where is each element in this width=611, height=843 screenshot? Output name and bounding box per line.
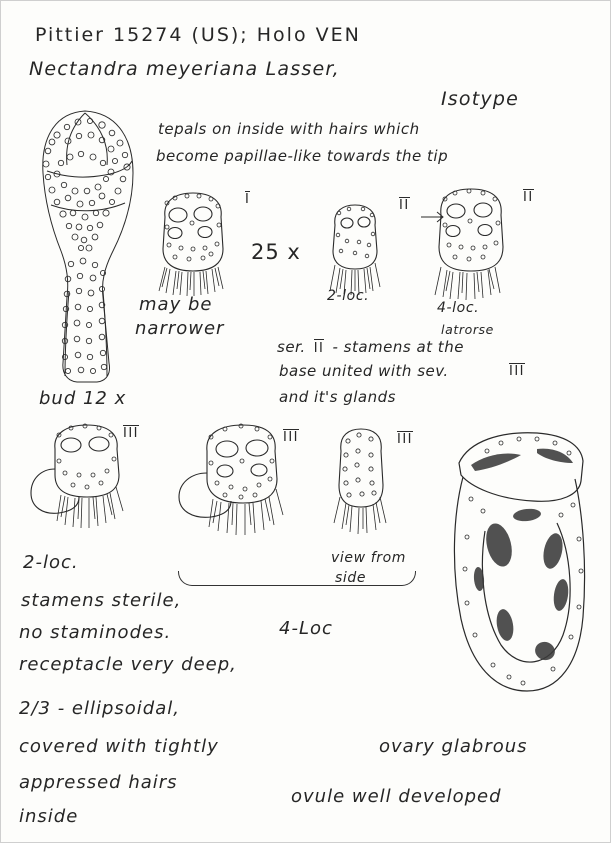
ser-III-inline-label: III — [509, 364, 526, 379]
ser-II-inline-label: II — [313, 341, 325, 356]
series-label-II-a: II — [399, 198, 410, 213]
two-loc-label-lower: 2-loc. — [23, 552, 79, 573]
two-loc-label-upper: 2-loc. — [327, 288, 370, 304]
four-loc-grouping-brace — [178, 571, 416, 586]
stamen-series-III-2loc-drawing — [21, 419, 140, 539]
ovary-glabrous-note: ovary glabrous — [379, 736, 528, 757]
series-label-I: I — [245, 192, 251, 207]
stamen-series-III-side-view-drawing — [321, 425, 401, 545]
narrower-note-line-1: may be — [139, 294, 213, 315]
view-from-side-line-2: side — [335, 570, 367, 586]
ser-II-note-prefix: ser. — [277, 338, 306, 356]
ser-II-note-line-1 — [277, 337, 464, 356]
stamen-series-II-4loc-drawing — [419, 183, 523, 301]
latrorse-label: latrorse — [441, 322, 494, 337]
magnification-label: 25 x — [251, 240, 301, 264]
series-label-II-b: II — [523, 190, 534, 205]
body-note-line-6: appressed hairs — [19, 772, 178, 793]
body-note-line-7: inside — [19, 806, 79, 827]
series-label-III-a: III — [123, 426, 140, 441]
type-status-label: Isotype — [441, 88, 519, 110]
body-note-line-1: stamens sterile, — [21, 590, 182, 611]
view-from-side-line-1: view from — [331, 550, 406, 566]
narrower-note-line-2: narrower — [135, 318, 225, 339]
four-loc-label-lower: 4-Loc — [279, 618, 333, 639]
stamen-series-II-2loc-drawing — [319, 201, 391, 297]
ovary-longitudinal-section-drawing — [441, 419, 595, 719]
stamen-series-I-drawing — [145, 187, 241, 297]
four-loc-label-upper: 4-loc. — [437, 300, 480, 316]
body-note-line-3: receptacle very deep, — [19, 654, 237, 675]
ovule-developed-note: ovule well developed — [291, 786, 502, 807]
body-note-line-4: 2/3 - ellipsoidal, — [19, 698, 180, 719]
body-note-line-2: no staminodes. — [19, 622, 172, 643]
bud-caption: bud 12 x — [39, 388, 127, 409]
series-label-III-c: III — [397, 432, 414, 447]
flower-bud-drawing — [23, 101, 153, 401]
series-label-III-b: III — [283, 430, 300, 445]
ser-II-note-line-3: and it's glands — [279, 388, 396, 406]
body-note-line-5: covered with tightly — [19, 736, 219, 757]
tepal-note-line-2: become papillae-like towards the tip — [156, 147, 449, 165]
ser-II-note-rest: - stamens at the — [332, 338, 464, 356]
species-name-line: Nectandra meyeriana Lasser, — [29, 58, 340, 80]
stamen-series-III-4loc-drawing — [171, 421, 299, 547]
ser-II-note-line-2-text: base united with sev. — [279, 362, 449, 380]
collection-number-line: Pittier 15274 (US); Holo VEN — [35, 24, 361, 46]
tepal-note-line-1: tepals on inside with hairs which — [158, 120, 420, 138]
